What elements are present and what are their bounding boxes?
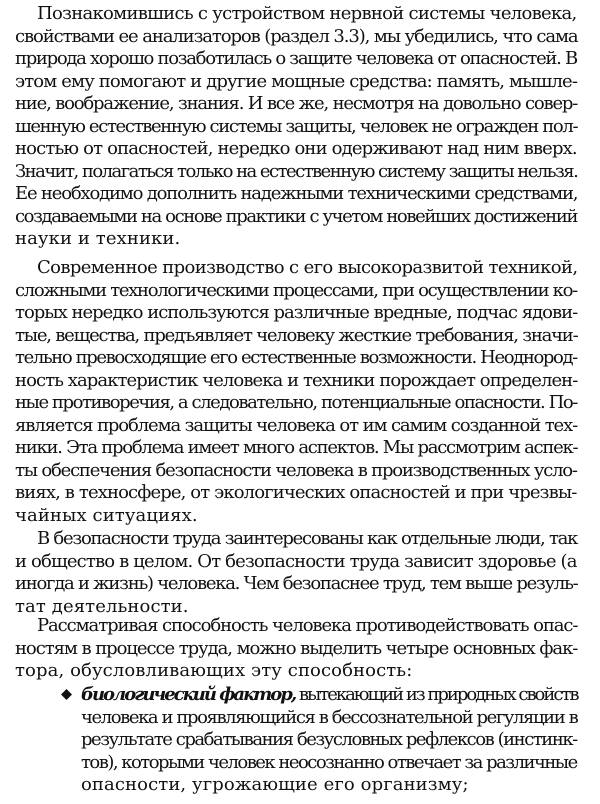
text-line: тельно превосходящие его естественные возможности. Неоднород- bbox=[15, 347, 577, 368]
text-line: науки и техники. bbox=[15, 228, 181, 249]
text-line: ные противоречия, а следовательно, потенциальные опасности. По- bbox=[15, 392, 577, 413]
text-line: и общество в целом. От безопасности труда зависит здоровье (а bbox=[15, 550, 577, 572]
text-line: шенную естественную системы защиты, человек не огражден пол- bbox=[15, 115, 578, 137]
text-line: является проблема защиты человека от им самим созданной тех- bbox=[15, 414, 578, 436]
text-line: Современное производство с его высокоразвитой техникой, bbox=[37, 257, 578, 278]
text-line: Ее необходимо дополнить надежными техническими средствами, bbox=[15, 183, 578, 204]
text-line: природа хорошо позаботилась о защите человека от опасностей. В bbox=[15, 48, 577, 69]
text-line: ники. Эта проблема имеет много аспектов. Мы рассмотрим аспек- bbox=[15, 437, 578, 458]
bullet-first-line bbox=[81, 683, 577, 706]
text-line: этом ему помогают и другие мощные средства: память, мышле- bbox=[15, 70, 578, 92]
text-line: ность характеристик человека и техники порождает определен- bbox=[15, 369, 578, 391]
text-line: виях, в техносфере, от экологических опасностей и при чрезвы- bbox=[15, 482, 577, 503]
text-line: опасности, угрожающие его организму; bbox=[81, 774, 469, 795]
text-line: ностью от опасностей, нередко они одерживают над ним вверх. bbox=[15, 138, 577, 159]
text-line: торых нередко используются различные вредные, подчас ядови- bbox=[15, 302, 578, 323]
text-line: Рассматривая способность человека противодействовать опас- bbox=[37, 615, 578, 636]
text-line: иногда и жизнь) человека. Чем безопаснее труд, тем выше резуль- bbox=[15, 573, 578, 594]
text-line: Познакомившись с устройством нервной системы человека, bbox=[37, 3, 577, 24]
text-line: чайных ситуациях. bbox=[15, 504, 198, 526]
text-line: сложными технологическими процессами, при осуществлении ко- bbox=[15, 279, 577, 301]
text-line: ние, воображение, знания. И все же, несмотря на довольно совер- bbox=[15, 93, 578, 114]
text-line: результате срабатывания безусловных рефлексов (инстинк- bbox=[81, 729, 577, 750]
text-line: Значит, полагаться только на естественную систему защиты нельзя. bbox=[15, 160, 578, 182]
text-line: тов), которыми человек неосознанно отвечает за различные bbox=[81, 751, 577, 773]
text-line: тат деятельности. bbox=[15, 595, 189, 617]
text-line: ты обеспечения безопасности человека в производственных усло- bbox=[15, 459, 577, 481]
text-line: человека и проявляющийся в бессознательной регуляции в bbox=[81, 706, 578, 728]
diamond-bullet-icon bbox=[61, 689, 72, 700]
text-line: тора, обусловливающих эту способность: bbox=[15, 660, 413, 681]
text-line: тые, вещества, предъявляет человеку жесткие требования, значи- bbox=[15, 324, 578, 346]
text-line: создаваемыми на основе практики с учетом новейших достижений bbox=[15, 205, 578, 227]
text-line: свойствами ее анализаторов (раздел 3.3), мы убедились, что сама bbox=[15, 25, 578, 47]
bullet-term: биологический фактор, bbox=[81, 684, 296, 705]
text-line: В безопасности труда заинтересованы как отдельные люди, так bbox=[37, 528, 578, 549]
text-line: ностям в процессе труда, можно выделить четыре основных фак- bbox=[15, 637, 578, 659]
bullet-first-rest: вытекающий из природных свойств bbox=[295, 684, 578, 705]
